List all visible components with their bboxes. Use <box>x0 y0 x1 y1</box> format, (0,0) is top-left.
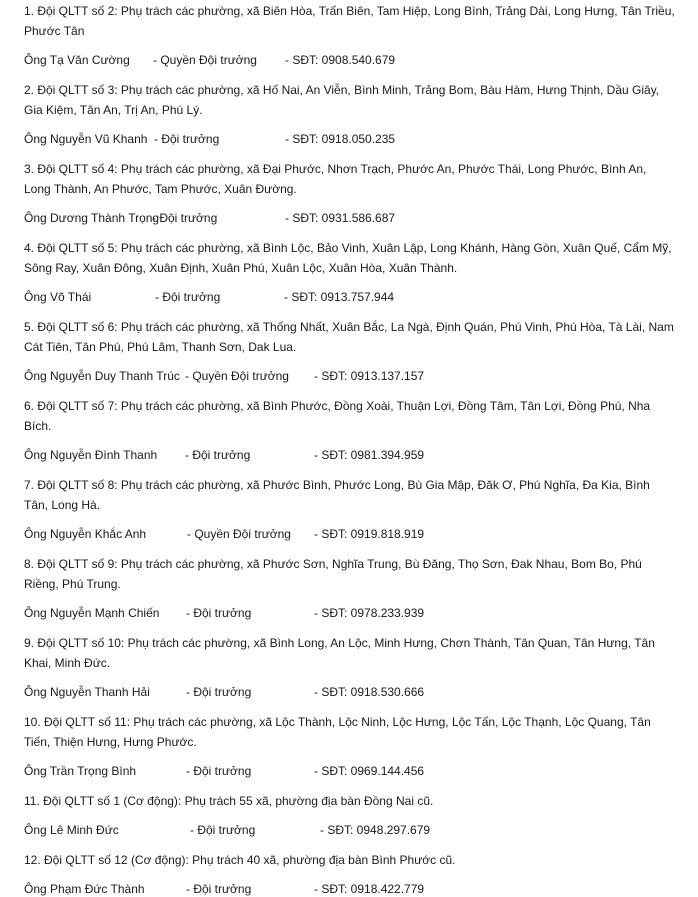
leader-phone: - SĐT: 0918.530.666 <box>314 685 425 699</box>
team-entry <box>24 633 676 700</box>
leader-role: - Đội trưởng <box>152 211 218 225</box>
team-entry <box>24 1 676 68</box>
leader-role: - Đội trưởng <box>155 290 221 304</box>
team-leader-row <box>24 881 676 897</box>
team-leader-row <box>24 526 676 542</box>
team-entry <box>24 238 676 305</box>
team-entry <box>24 712 676 779</box>
team-list <box>0 1 698 896</box>
leader-name: Ông Tạ Văn Cường <box>24 53 130 67</box>
leader-name: Ông Nguyễn Đình Thanh <box>24 448 158 462</box>
leader-phone: - SĐT: 0908.540.679 <box>285 53 396 67</box>
team-description: 12. Đội QLTT số 12 (Cơ động): Phụ trách 40 xã, phường địa bàn Bình Phước cũ. <box>24 853 456 867</box>
leader-role: - Quyền Đội trưởng <box>187 527 291 541</box>
leader-role: - Đội trưởng <box>186 606 252 620</box>
team-description: 10. Đội QLTT số 11: Phụ trách các phường, xã Lộc Thành, Lộc Ninh, Lộc Hưng, Lộc Tấn, Lộc Thạnh, Lộc Quang, Tân Tiến, Thiện Hưng, Hưng Phước. <box>24 715 651 749</box>
team-leader-row <box>24 289 676 305</box>
team-description: 5. Đội QLTT số 6: Phụ trách các phường, xã Thống Nhất, Xuân Bắc, La Ngà, Định Quán, Phú Vinh, Phú Hòa, Tà Lài, Nam Cát Tiên, Tân Phú, Phú Lâm, Thanh Sơn, Dak Lua. <box>24 320 674 354</box>
team-leader-row <box>24 447 676 463</box>
leader-name: Ông Dương Thành Trọng <box>24 211 160 225</box>
leader-phone: - SĐT: 0969.144.456 <box>314 764 425 778</box>
team-entry <box>24 791 676 838</box>
leader-name: Ông Nguyễn Vũ Khanh <box>24 132 148 146</box>
leader-role: - Đội trưởng <box>190 823 256 837</box>
leader-role: - Đội trưởng <box>186 882 252 896</box>
team-entry <box>24 80 676 147</box>
team-description: 4. Đội QLTT số 5: Phụ trách các phường, xã Bình Lộc, Bảo Vinh, Xuân Lập, Long Khánh, Hàng Gòn, Xuân Quế, Cẩm Mỹ, Sông Ray, Xuân Đông, Xuân Định, Xuân Phú, Xuân Lộc, Xuân Hòa, Xuân Thành. <box>24 241 672 275</box>
leader-name: Ông Nguyễn Mạnh Chiến <box>24 606 160 620</box>
leader-name: Ông Lê Minh Đức <box>24 823 119 837</box>
team-leader-row <box>24 210 676 226</box>
leader-role: - Quyền Đội trưởng <box>153 53 257 67</box>
team-entry <box>24 475 676 542</box>
leader-name: Ông Nguyễn Thanh Hải <box>24 685 150 699</box>
team-leader-row <box>24 684 676 700</box>
team-entry <box>24 850 676 897</box>
leader-phone: - SĐT: 0981.394.959 <box>314 448 425 462</box>
team-description: 6. Đội QLTT số 7: Phụ trách các phường, xã Bình Phước, Đồng Xoài, Thuận Lợi, Đồng Tâm, Tân Lợi, Đồng Phú, Nha Bích. <box>24 399 651 433</box>
leader-phone: - SĐT: 0918.422.779 <box>314 882 425 896</box>
team-entry <box>24 159 676 226</box>
team-description: 7. Đội QLTT số 8: Phụ trách các phường, xã Phước Bình, Phước Long, Bù Gia Mập, Đăk Ơ, Phú Nghĩa, Đa Kia, Bình Tân, Long Hà. <box>24 478 650 512</box>
team-leader-row <box>24 822 676 838</box>
leader-name: Ông Trần Trọng Bình <box>24 764 137 778</box>
leader-phone: - SĐT: 0918.050.235 <box>285 132 396 146</box>
leader-name: Ông Nguyễn Khắc Anh <box>24 527 147 541</box>
leader-role: - Đội trưởng <box>186 764 252 778</box>
team-leader-row <box>24 763 676 779</box>
team-leader-row <box>24 368 676 384</box>
team-description: 3. Đội QLTT số 4: Phụ trách các phường, xã Đại Phước, Nhơn Trạch, Phước An, Phước Thái, Long Phước, Bình An, Long Thành, An Phước, Tam Phước, Xuân Đường. <box>24 162 647 196</box>
leader-phone: - SĐT: 0948.297.679 <box>320 823 431 837</box>
leader-phone: - SĐT: 0913.137.157 <box>314 369 425 383</box>
team-description: 11. Đội QLTT số 1 (Cơ động): Phụ trách 55 xã, phường địa bàn Đồng Nai cũ. <box>24 794 434 808</box>
team-leader-row <box>24 605 676 621</box>
team-entry <box>24 317 676 384</box>
leader-name: Ông Nguyễn Duy Thanh Trúc <box>24 369 180 383</box>
leader-phone: - SĐT: 0919.818.919 <box>314 527 425 541</box>
leader-role: - Đội trưởng <box>154 132 220 146</box>
leader-phone: - SĐT: 0931.586.687 <box>285 211 396 225</box>
team-description: 1. Đội QLTT số 2: Phụ trách các phường, xã Biên Hòa, Trấn Biên, Tam Hiệp, Long Bình, Trảng Dài, Long Hưng, Tân Triều, Phước Tân <box>24 4 675 38</box>
leader-role: - Đội trưởng <box>185 448 251 462</box>
team-leader-row <box>24 52 676 68</box>
leader-name: Ông Võ Thái <box>24 290 92 304</box>
team-description: 9. Đội QLTT số 10: Phụ trách các phường, xã Bình Long, An Lộc, Minh Hưng, Chơn Thành, Tân Quan, Tân Hưng, Tân Khai, Minh Đức. <box>24 636 655 670</box>
team-description: 8. Đội QLTT số 9: Phụ trách các phường, xã Phước Sơn, Nghĩa Trung, Bù Đăng, Thọ Sơn, Đak Nhau, Bom Bo, Phú Riềng, Phú Trung. <box>24 557 642 591</box>
leader-role: - Quyền Đội trưởng <box>185 369 289 383</box>
team-description: 2. Đội QLTT số 3: Phụ trách các phường, xã Hố Nai, An Viễn, Bình Minh, Trảng Bom, Bàu Hàm, Hưng Thịnh, Dầu Giây, Gia Kiệm, Tân An, Trị An, Phú Lý. <box>24 83 660 117</box>
leader-phone: - SĐT: 0913.757.944 <box>284 290 395 304</box>
team-entry <box>24 396 676 463</box>
leader-phone: - SĐT: 0978.233.939 <box>314 606 425 620</box>
team-entry <box>24 554 676 621</box>
leader-role: - Đội trưởng <box>186 685 252 699</box>
leader-name: Ông Phạm Đức Thành <box>24 882 145 896</box>
team-leader-row <box>24 131 676 147</box>
